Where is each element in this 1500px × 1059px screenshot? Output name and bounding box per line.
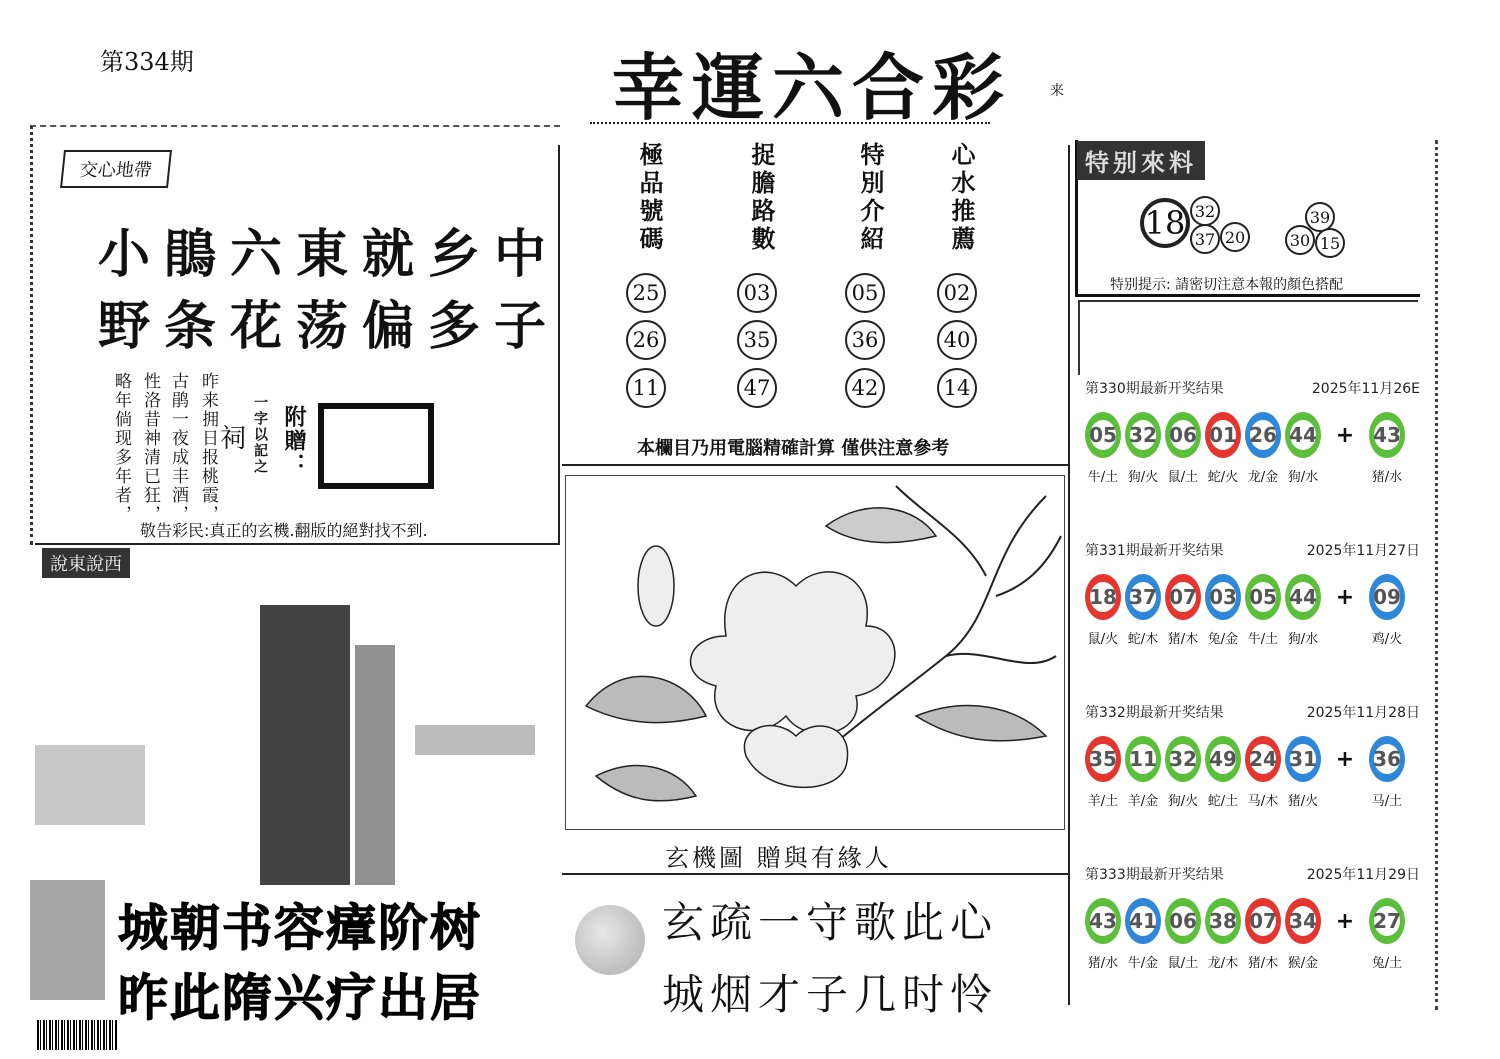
plus-icon: + — [1335, 584, 1355, 610]
page-title: 幸運六合彩 — [612, 45, 1013, 130]
vine-border — [1435, 140, 1443, 1010]
number-circle: 14 — [937, 368, 977, 408]
number-circle: 47 — [737, 368, 777, 408]
zodiac-label: 狗/水 — [1287, 632, 1319, 647]
flower-illustration — [565, 475, 1065, 830]
ball-number: 44 — [1290, 420, 1316, 450]
divider — [562, 464, 1070, 466]
zodiac-label: 羊/土 — [1087, 794, 1119, 809]
lottery-ball — [1285, 574, 1321, 620]
bottom-line-1: 城朝书容瘴阶树 — [118, 899, 482, 957]
column-title: 捉膽路數 — [747, 142, 775, 254]
zodiac-label: 鼠/火 — [1087, 632, 1119, 647]
zodiac-label: 猪/水 — [1087, 956, 1119, 971]
draw-title: 第332期最新开奖结果 — [1085, 705, 1224, 721]
zodiac-label: 牛/土 — [1087, 470, 1119, 485]
ball-number: 44 — [1290, 582, 1316, 612]
plus-icon: + — [1335, 422, 1355, 448]
column-title: 極品號碼 — [635, 142, 663, 254]
number-circle: 02 — [937, 273, 977, 313]
poem-line-2: 野条花荡偏多子 — [98, 297, 561, 357]
draw-title: 第330期最新开奖结果 — [1085, 381, 1224, 397]
ball-number: 37 — [1130, 582, 1156, 612]
zodiac-label: 兔/金 — [1207, 632, 1239, 647]
lottery-ball — [1205, 574, 1241, 620]
lottery-ball — [1245, 574, 1281, 620]
lottery-ball — [1285, 412, 1321, 458]
record-label: 一字以記之 — [252, 395, 268, 475]
talk-section — [35, 545, 555, 875]
special-ball — [1369, 898, 1405, 944]
ball-number: 32 — [1130, 420, 1156, 450]
special-number: 39 — [1305, 202, 1335, 232]
lottery-ball — [1205, 736, 1241, 782]
zodiac-label: 蛇/火 — [1207, 470, 1239, 485]
lottery-ball — [1205, 898, 1241, 944]
special-tag: 特别來料 — [1077, 141, 1205, 180]
lottery-ball — [1205, 412, 1241, 458]
ball-number: 03 — [1210, 582, 1236, 612]
number-circle: 11 — [626, 368, 666, 408]
ball-number: 35 — [1090, 744, 1116, 774]
draw-date: 2025年11月27日 — [1306, 543, 1420, 559]
lottery-ball — [1125, 574, 1161, 620]
zodiac-label: 鼠/土 — [1167, 470, 1199, 485]
special-main-number: 18 — [1140, 198, 1190, 248]
lottery-ball — [1165, 574, 1201, 620]
results-frame — [1078, 300, 1418, 375]
number-circle: 03 — [737, 273, 777, 313]
zodiac-label: 羊/金 — [1127, 794, 1159, 809]
special-hint: 特别提示: 請密切注意本報的顏色搭配 — [1110, 277, 1344, 293]
column-title: 心水推薦 — [947, 142, 975, 254]
special-ball — [1369, 412, 1405, 458]
title-divider — [590, 122, 990, 124]
bottom-line-2: 昨此隋兴疗出居 — [118, 969, 482, 1027]
ball-number: 36 — [1374, 744, 1400, 774]
draw-date: 2025年11月29日 — [1306, 867, 1420, 883]
ball-number: 05 — [1250, 582, 1276, 612]
draw-result — [1085, 702, 1420, 862]
ball-number: 01 — [1210, 420, 1236, 450]
calc-note: 本欄目乃用電腦精確計算 僅供注意參考 — [637, 438, 950, 459]
zodiac-label: 马/木 — [1247, 794, 1279, 809]
ball-number: 06 — [1170, 420, 1196, 450]
special-ball — [1369, 736, 1405, 782]
zodiac-label: 龙/木 — [1207, 956, 1239, 971]
ball-number: 38 — [1210, 906, 1236, 936]
zodiac-label: 兔/土 — [1371, 956, 1403, 971]
lottery-ball — [1085, 574, 1121, 620]
zodiac-label: 猪/火 — [1287, 794, 1319, 809]
draw-result — [1085, 378, 1420, 538]
issue-number: 第334期 — [100, 48, 194, 76]
number-circle: 25 — [626, 273, 666, 313]
zodiac-label: 蛇/木 — [1127, 632, 1159, 647]
ball-number: 43 — [1090, 906, 1116, 936]
section-tag: 說東說西 — [42, 548, 130, 578]
draw-date: 2025年11月26E — [1311, 381, 1420, 397]
ball-number: 07 — [1250, 906, 1276, 936]
lottery-ball — [1285, 898, 1321, 944]
notice-text: 敬告彩民:真正的玄機.翻版的絕對找不到. — [140, 521, 428, 540]
lottery-ball — [1285, 736, 1321, 782]
zodiac-label: 鸡/火 — [1371, 632, 1403, 647]
number-circle: 05 — [845, 273, 885, 313]
zodiac-label: 龙/金 — [1247, 470, 1279, 485]
zodiac-label: 马/土 — [1371, 794, 1403, 809]
ball-number: 18 — [1090, 582, 1116, 612]
lottery-ball — [1165, 736, 1201, 782]
illustration-caption: 玄機圖 贈與有緣人 — [665, 844, 892, 872]
ball-number: 27 — [1374, 906, 1400, 936]
draw-title: 第331期最新开奖结果 — [1085, 543, 1224, 559]
lottery-ball — [1125, 898, 1161, 944]
number-circle: 35 — [737, 320, 777, 360]
verse-column: 略年倘现多年者， — [111, 372, 131, 524]
verse-line-2: 城烟才子几时怜 — [662, 970, 999, 1019]
scan-noise — [30, 880, 105, 1000]
section-tag: 交心地帶 — [60, 150, 172, 188]
zodiac-label: 狗/火 — [1167, 794, 1199, 809]
yin-yang-icon — [575, 905, 645, 975]
zodiac-label: 猴/金 — [1287, 956, 1319, 971]
poem-line-1: 小鵑六東就乡中 — [98, 225, 561, 285]
lottery-ball — [1245, 736, 1281, 782]
verse-column: 昨来拥日报桃霞， — [198, 372, 218, 524]
ball-number: 49 — [1210, 744, 1236, 774]
special-ball — [1369, 574, 1405, 620]
plus-icon: + — [1335, 746, 1355, 772]
zodiac-label: 猪/木 — [1167, 632, 1199, 647]
lottery-ball — [1085, 898, 1121, 944]
zodiac-label: 牛/土 — [1247, 632, 1279, 647]
ball-number: 31 — [1290, 744, 1316, 774]
draw-result — [1085, 864, 1420, 1024]
ball-number: 43 — [1374, 420, 1400, 450]
zodiac-label: 蛇/土 — [1207, 794, 1239, 809]
lottery-ball — [1085, 412, 1121, 458]
lottery-ball — [1245, 412, 1281, 458]
zodiac-label: 牛/金 — [1127, 956, 1159, 971]
ball-number: 07 — [1170, 582, 1196, 612]
zodiac-label: 猪/木 — [1247, 956, 1279, 971]
gift-box — [318, 403, 434, 489]
lottery-ball — [1125, 412, 1161, 458]
ball-number: 41 — [1130, 906, 1156, 936]
zodiac-label: 狗/火 — [1127, 470, 1159, 485]
ball-number: 05 — [1090, 420, 1116, 450]
ball-number: 11 — [1130, 744, 1156, 774]
special-number: 20 — [1220, 222, 1250, 252]
verse-column: 古鹃一夜成丰酒， — [168, 372, 188, 524]
number-circle: 40 — [937, 320, 977, 360]
divider — [1068, 145, 1070, 1005]
number-circle: 26 — [626, 320, 666, 360]
zodiac-label: 猪/水 — [1371, 470, 1403, 485]
number-circle: 36 — [845, 320, 885, 360]
draw-date: 2025年11月28日 — [1306, 705, 1420, 721]
ball-number: 06 — [1170, 906, 1196, 936]
title-tail: 来 — [1050, 83, 1064, 99]
gift-label: 附贈： — [281, 405, 306, 477]
lottery-ball — [1165, 412, 1201, 458]
zodiac-label: 狗/水 — [1287, 470, 1319, 485]
verse-column: 性洛昔神清已狂， — [140, 372, 160, 524]
barcode — [37, 1020, 117, 1050]
ball-number: 09 — [1374, 582, 1400, 612]
special-number: 30 — [1285, 225, 1315, 255]
ball-number: 26 — [1250, 420, 1276, 450]
draw-result — [1085, 540, 1420, 700]
special-number: 37 — [1190, 224, 1220, 254]
ball-number: 34 — [1290, 906, 1316, 936]
verse-line-1: 玄疏一守歌此心 — [662, 898, 999, 947]
lottery-ball — [1085, 736, 1121, 782]
draw-title: 第333期最新开奖结果 — [1085, 867, 1224, 883]
divider — [562, 873, 1070, 875]
special-number: 15 — [1315, 228, 1345, 258]
lottery-ball — [1165, 898, 1201, 944]
plus-icon: + — [1335, 908, 1355, 934]
column-title: 特別介紹 — [856, 142, 884, 254]
lottery-ball — [1245, 898, 1281, 944]
ball-number: 24 — [1250, 744, 1276, 774]
lottery-ball — [1125, 736, 1161, 782]
ci-label: 祠 — [220, 424, 247, 454]
ball-number: 32 — [1170, 744, 1196, 774]
special-number: 32 — [1190, 196, 1220, 226]
zodiac-label: 鼠/土 — [1167, 956, 1199, 971]
number-circle: 42 — [845, 368, 885, 408]
